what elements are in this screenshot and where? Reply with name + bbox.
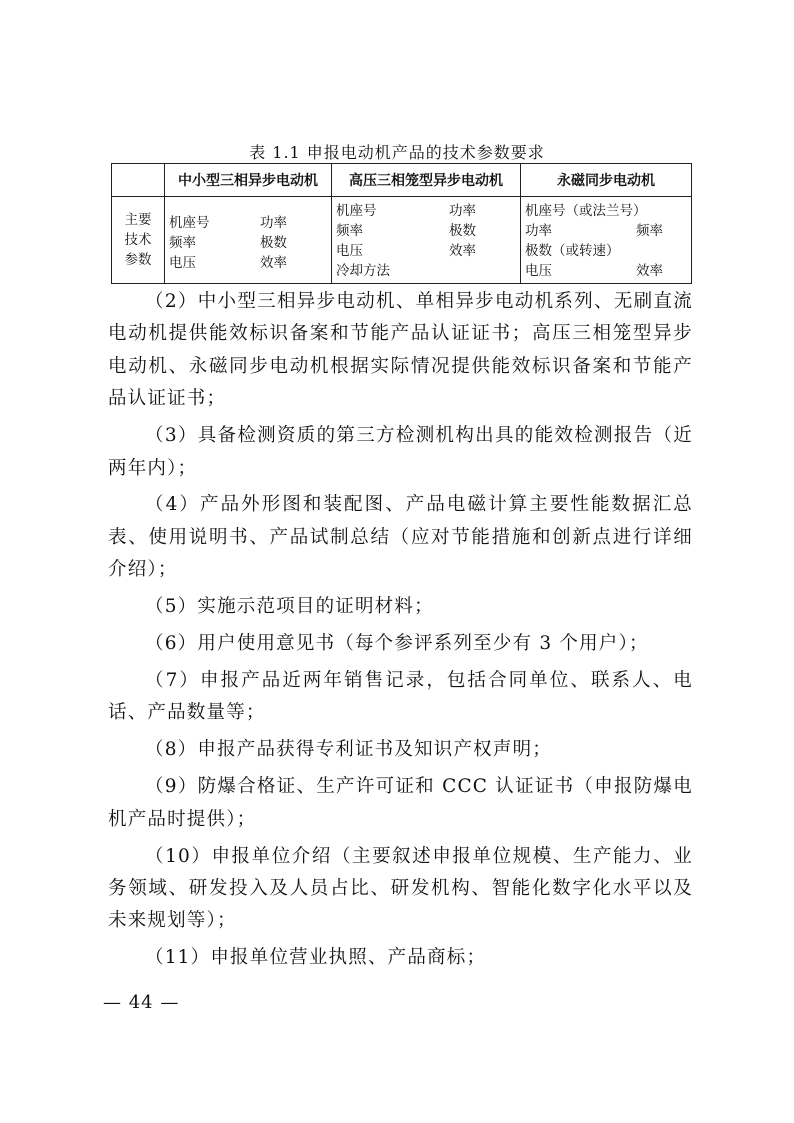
requirement-item: （4）产品外形图和装配图、产品电磁计算主要性能数据汇总表、使用说明书、产品试制总结（应对节能措施和创新点进行详细介绍）； [108, 494, 693, 581]
param-pair [336, 221, 516, 241]
params-high-voltage-motor [332, 197, 521, 284]
param-name: 电压 [336, 243, 363, 259]
requirement-item: （11）申报单位营业执照、产品商标； [145, 947, 487, 969]
param-name: 效率 [636, 263, 663, 279]
requirement-item: （9）防爆合格证、生产许可证和 CCC 认证证书（申报防爆电机产品时提供）； [108, 776, 693, 830]
header-small-medium-motor: 中小型三相异步电动机 [165, 164, 332, 197]
param-name: 电压 [525, 263, 552, 279]
requirements-list [108, 286, 693, 979]
requirement-item: （3）具备检测资质的第三方检测机构出具的能效检测报告（近两年内）； [108, 425, 693, 479]
param-name: 电压 [169, 255, 196, 271]
requirement-item: （10）申报单位介绍（主要叙述申报单位规模、生产能力、业务领域、研发投入及人员占比、研发机构、智能化数字化水平以及未来规划等）； [108, 845, 693, 932]
row-label [112, 197, 165, 284]
param-pair [336, 201, 516, 221]
param-pair [525, 201, 687, 221]
param-name: 机座号 [336, 203, 377, 219]
param-name: 频率 [336, 223, 363, 239]
param-name: 机座号（或法兰号） [525, 203, 647, 219]
param-pair [169, 233, 327, 253]
param-pair [525, 221, 687, 241]
header-empty-cell [112, 164, 165, 197]
requirement-item: （2）中小型三相异步电动机、单相异步电动机系列、无刷直流电动机提供能效标识备案和节能产品认证证书；高压三相笼型异步电动机、永磁同步电动机根据实际情况提供能效标识备案和节能产品认证证书； [108, 291, 693, 410]
page-number: — 44 — [103, 992, 180, 1013]
param-pair [336, 241, 516, 261]
requirement-item: （8）申报产品获得专利证书及知识产权声明； [145, 739, 552, 761]
param-name: 机座号 [169, 215, 210, 231]
table-caption: 表 1.1 申报电动机产品的技术参数要求 [249, 143, 545, 162]
row-label-line: 参数 [124, 252, 152, 268]
param-name: 功率 [260, 215, 287, 231]
motor-parameter-table [111, 163, 692, 284]
row-label-line: 主要 [124, 212, 152, 228]
param-name: 效率 [260, 255, 287, 271]
param-name: 频率 [169, 235, 196, 251]
requirement-item: （5）实施示范项目的证明材料； [145, 596, 434, 618]
param-pair [336, 261, 516, 281]
row-label-line: 技术 [124, 232, 152, 248]
param-name: 效率 [449, 243, 476, 259]
table-parameter-row [112, 197, 692, 284]
param-pair [525, 261, 687, 281]
param-pair [169, 213, 327, 233]
header-pm-synchronous-motor: 永磁同步电动机 [521, 164, 692, 197]
param-name: 功率 [449, 203, 476, 219]
requirement-item: （6）用户使用意见书（每个参评系列至少有 3 个用户）； [145, 633, 649, 655]
param-name: 功率 [525, 223, 552, 239]
param-pair [169, 253, 327, 273]
param-name: 极数 [260, 235, 287, 251]
requirement-item: （7）申报产品近两年销售记录，包括合同单位、联系人、电话、产品数量等； [108, 669, 693, 724]
params-small-medium-motor [165, 197, 332, 284]
header-high-voltage-motor: 高压三相笼型异步电动机 [332, 164, 521, 197]
param-pair [525, 241, 687, 261]
param-name: 极数（或转速） [525, 243, 620, 259]
param-name: 极数 [449, 223, 476, 239]
param-name: 频率 [636, 223, 663, 239]
params-pm-synchronous-motor [521, 197, 692, 284]
param-name: 冷却方法 [336, 263, 390, 279]
table-header-row [112, 164, 692, 197]
